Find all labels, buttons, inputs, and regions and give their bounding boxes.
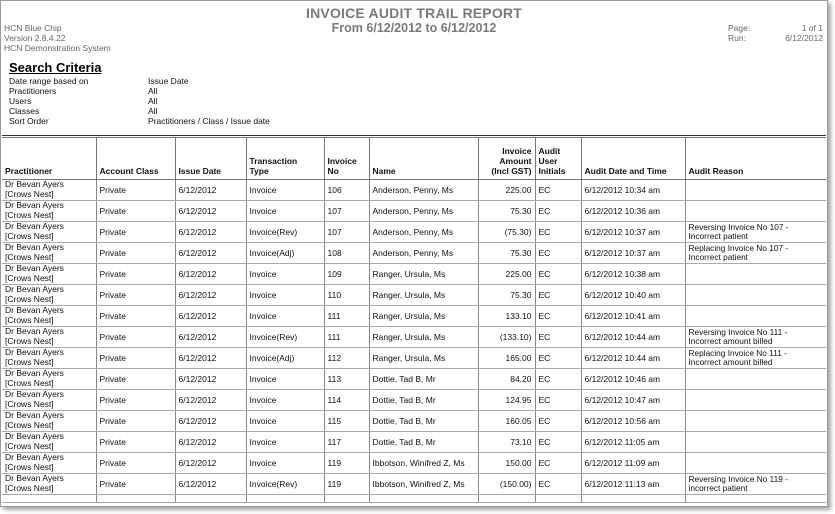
cell-audit-user-initials: EC xyxy=(535,474,581,495)
cell-audit-reason xyxy=(685,180,826,201)
cell-audit-user-initials: EC xyxy=(535,243,581,264)
cell-transaction-type: Invoice xyxy=(246,201,324,222)
cell-patient-name: Ranger, Ursula, Ms xyxy=(369,285,478,306)
cell-invoice-no: 111 xyxy=(324,306,369,327)
cell-practitioner xyxy=(2,369,96,390)
cell-practitioner-line: [Crows Nest] xyxy=(5,230,54,241)
table-body xyxy=(2,180,826,503)
cell-patient-name: Anderson, Penny, Ms xyxy=(369,201,478,222)
cell-practitioner-line: Dr Bevan Ayers xyxy=(5,200,64,210)
cell-invoice-amount: 75.30 xyxy=(478,201,535,222)
cell-audit-date-time: 6/12/2012 10:46 am xyxy=(581,369,685,390)
page-label: Page: xyxy=(728,23,751,33)
table-row[interactable] xyxy=(2,411,826,432)
table-row[interactable] xyxy=(2,348,826,369)
cell-audit-reason xyxy=(685,285,826,306)
cell-transaction-type: Invoice xyxy=(246,264,324,285)
cell-practitioner-line: Dr Bevan Ayers xyxy=(5,410,64,420)
cell-invoice-no: 113 xyxy=(324,369,369,390)
cell-issue-date: 6/12/2012 xyxy=(175,243,246,264)
cell-practitioner-line: Dr Bevan Ayers xyxy=(5,368,64,378)
cell-patient-name: Dottie, Tad B, Mr xyxy=(369,432,478,453)
empty-cell xyxy=(96,495,175,503)
cell-invoice-amount: 150.00 xyxy=(478,453,535,474)
cell-account-class: Private xyxy=(96,264,175,285)
cell-patient-name: Ibbotson, Winifred Z, Ms xyxy=(369,474,478,495)
col-invoice-no[interactable]: Invoice No xyxy=(324,138,369,180)
cell-audit-reason xyxy=(685,474,826,495)
cell-audit-date-time: 6/12/2012 10:47 am xyxy=(581,390,685,411)
cell-issue-date: 6/12/2012 xyxy=(175,180,246,201)
cell-audit-date-time: 6/12/2012 10:41 am xyxy=(581,306,685,327)
cell-issue-date: 6/12/2012 xyxy=(175,264,246,285)
cell-audit-reason xyxy=(685,453,826,474)
table-row[interactable] xyxy=(2,201,826,222)
table-header-row xyxy=(2,138,826,180)
table-row[interactable] xyxy=(2,432,826,453)
cell-invoice-amount: (133.10) xyxy=(478,327,535,348)
cell-practitioner-line: [Crows Nest] xyxy=(5,314,54,325)
cell-practitioner xyxy=(2,453,96,474)
cell-audit-reason-line: incorrect patient xyxy=(688,483,748,493)
cell-audit-date-time: 6/12/2012 10:37 am xyxy=(581,243,685,264)
criteria-label: Sort Order xyxy=(9,116,49,126)
cell-practitioner-line: [Crows Nest] xyxy=(5,209,54,220)
cell-audit-user-initials: EC xyxy=(535,285,581,306)
cell-audit-user-initials: EC xyxy=(535,264,581,285)
cell-audit-date-time: 6/12/2012 10:38 am xyxy=(581,264,685,285)
cell-transaction-type: Invoice xyxy=(246,306,324,327)
empty-cell xyxy=(581,495,685,503)
cell-audit-date-time: 6/12/2012 10:56 am xyxy=(581,411,685,432)
cell-practitioner xyxy=(2,411,96,432)
search-criteria-list xyxy=(9,76,409,126)
cell-practitioner-line: [Crows Nest] xyxy=(5,356,54,367)
cell-practitioner-line: Dr Bevan Ayers xyxy=(5,473,64,483)
cell-account-class: Private xyxy=(96,306,175,327)
cell-practitioner-line: [Crows Nest] xyxy=(5,440,54,451)
cell-invoice-amount: 165.00 xyxy=(478,348,535,369)
cell-audit-user-initials: EC xyxy=(535,369,581,390)
cell-invoice-no: 119 xyxy=(324,474,369,495)
report-title-block xyxy=(1,5,827,36)
cell-audit-reason-line: Replacing Invoice No 111 - xyxy=(688,348,787,358)
cell-account-class: Private xyxy=(96,474,175,495)
page-run-values xyxy=(785,23,823,43)
cell-practitioner-line: [Crows Nest] xyxy=(5,293,54,304)
cell-practitioner-line: [Crows Nest] xyxy=(5,335,54,346)
cell-account-class: Private xyxy=(96,411,175,432)
table-row[interactable] xyxy=(2,222,826,243)
cell-transaction-type: Invoice(Adj) xyxy=(246,243,324,264)
table-row[interactable] xyxy=(2,306,826,327)
cell-account-class: Private xyxy=(96,432,175,453)
search-criteria-title: Search Criteria xyxy=(9,60,102,75)
cell-practitioner-line: [Crows Nest] xyxy=(5,272,54,283)
cell-patient-name: Dottie, Tad B, Mr xyxy=(369,369,478,390)
cell-invoice-no: 110 xyxy=(324,285,369,306)
criteria-row xyxy=(9,76,409,86)
cell-audit-user-initials: EC xyxy=(535,222,581,243)
cell-audit-user-initials: EC xyxy=(535,201,581,222)
criteria-label: Classes xyxy=(9,106,40,116)
cell-practitioner-line: [Crows Nest] xyxy=(5,461,54,472)
criteria-row xyxy=(9,86,409,96)
cell-issue-date: 6/12/2012 xyxy=(175,453,246,474)
cell-practitioner xyxy=(2,243,96,264)
cell-account-class: Private xyxy=(96,369,175,390)
cell-patient-name: Ranger, Ursula, Ms xyxy=(369,306,478,327)
cell-invoice-amount: (150.00) xyxy=(478,474,535,495)
cell-invoice-no: 112 xyxy=(324,348,369,369)
cell-invoice-amount: 133.10 xyxy=(478,306,535,327)
col-audit-user-initials[interactable]: Audit User Initials xyxy=(535,138,581,180)
cell-invoice-no: 119 xyxy=(324,453,369,474)
cell-practitioner xyxy=(2,306,96,327)
cell-patient-name: Ranger, Ursula, Ms xyxy=(369,264,478,285)
cell-account-class: Private xyxy=(96,180,175,201)
cell-issue-date: 6/12/2012 xyxy=(175,201,246,222)
table-row-empty xyxy=(2,495,826,503)
cell-invoice-no: 109 xyxy=(324,264,369,285)
criteria-value: All xyxy=(148,86,158,96)
col-invoice-amount[interactable]: Invoice Amount (Incl GST) xyxy=(478,138,535,180)
cell-account-class: Private xyxy=(96,327,175,348)
cell-practitioner xyxy=(2,327,96,348)
cell-practitioner xyxy=(2,180,96,201)
page-run-labels xyxy=(728,23,750,43)
col-audit-date-time[interactable]: Audit Date and Time xyxy=(581,138,685,180)
cell-audit-reason-line: Incorrect amount billed xyxy=(688,357,773,367)
cell-invoice-amount: 73.10 xyxy=(478,432,535,453)
cell-transaction-type: Invoice(Rev) xyxy=(246,327,324,348)
cell-issue-date: 6/12/2012 xyxy=(175,327,246,348)
table-row[interactable] xyxy=(2,474,826,495)
cell-audit-reason xyxy=(685,390,826,411)
cell-issue-date: 6/12/2012 xyxy=(175,306,246,327)
cell-audit-reason xyxy=(685,327,826,348)
table-row[interactable] xyxy=(2,180,826,201)
cell-practitioner xyxy=(2,222,96,243)
table-row[interactable] xyxy=(2,264,826,285)
cell-invoice-amount: 160.05 xyxy=(478,411,535,432)
cell-audit-date-time: 6/12/2012 10:40 am xyxy=(581,285,685,306)
search-criteria xyxy=(9,60,409,126)
empty-cell xyxy=(324,495,369,503)
col-name[interactable]: Name xyxy=(369,138,478,180)
cell-issue-date: 6/12/2012 xyxy=(175,348,246,369)
criteria-row xyxy=(9,96,409,106)
table-row[interactable] xyxy=(2,327,826,348)
cell-account-class: Private xyxy=(96,390,175,411)
cell-audit-date-time: 6/12/2012 10:34 am xyxy=(581,180,685,201)
cell-audit-date-time: 6/12/2012 10:37 am xyxy=(581,222,685,243)
cell-invoice-no: 115 xyxy=(324,411,369,432)
cell-practitioner xyxy=(2,390,96,411)
cell-audit-reason-line: Incorrect patient xyxy=(688,231,748,241)
cell-audit-reason xyxy=(685,348,826,369)
cell-practitioner-line: Dr Bevan Ayers xyxy=(5,263,64,273)
cell-audit-date-time: 6/12/2012 10:44 am xyxy=(581,348,685,369)
cell-audit-user-initials: EC xyxy=(535,432,581,453)
cell-invoice-amount: 75.30 xyxy=(478,243,535,264)
app-version: Version 2.8.4.22 xyxy=(4,33,66,43)
col-audit-reason[interactable]: Audit Reason xyxy=(685,138,826,180)
cell-account-class: Private xyxy=(96,453,175,474)
cell-transaction-type: Invoice xyxy=(246,411,324,432)
cell-account-class: Private xyxy=(96,348,175,369)
cell-transaction-type: Invoice xyxy=(246,369,324,390)
empty-cell xyxy=(246,495,324,503)
cell-issue-date: 6/12/2012 xyxy=(175,432,246,453)
cell-practitioner xyxy=(2,474,96,495)
cell-account-class: Private xyxy=(96,201,175,222)
cell-invoice-no: 107 xyxy=(324,222,369,243)
cell-audit-date-time: 6/12/2012 11:05 am xyxy=(581,432,685,453)
cell-audit-user-initials: EC xyxy=(535,327,581,348)
page-value: 1 of 1 xyxy=(801,23,823,33)
cell-audit-reason xyxy=(685,411,826,432)
cell-audit-reason-line: Reversing Invoice No 119 - xyxy=(688,474,788,484)
criteria-value: All xyxy=(148,106,158,116)
cell-practitioner-line: Dr Bevan Ayers xyxy=(5,431,64,441)
cell-transaction-type: Invoice(Adj) xyxy=(246,348,324,369)
cell-audit-reason xyxy=(685,264,826,285)
cell-audit-reason-line: Incorrect patient xyxy=(688,252,748,262)
cell-audit-reason xyxy=(685,222,826,243)
cell-audit-user-initials: EC xyxy=(535,453,581,474)
cell-practitioner-line: [Crows Nest] xyxy=(5,419,54,430)
cell-invoice-amount: (75.30) xyxy=(478,222,535,243)
cell-issue-date: 6/12/2012 xyxy=(175,474,246,495)
empty-cell xyxy=(2,495,96,503)
report-date-range: From 6/12/2012 to 6/12/2012 xyxy=(331,21,497,35)
cell-invoice-no: 117 xyxy=(324,432,369,453)
cell-practitioner-line: Dr Bevan Ayers xyxy=(5,221,64,231)
table-row[interactable] xyxy=(2,243,826,264)
cell-practitioner-line: Dr Bevan Ayers xyxy=(5,452,64,462)
cell-practitioner-line: Dr Bevan Ayers xyxy=(5,347,64,357)
cell-transaction-type: Invoice xyxy=(246,453,324,474)
cell-patient-name: Anderson, Penny, Ms xyxy=(369,222,478,243)
invoice-audit-table xyxy=(2,137,826,503)
cell-audit-reason xyxy=(685,306,826,327)
col-practitioner[interactable]: Practitioner xyxy=(2,138,96,180)
table-row[interactable] xyxy=(2,453,826,474)
cell-practitioner xyxy=(2,264,96,285)
empty-cell xyxy=(369,495,478,503)
app-name: HCN Blue Chip xyxy=(4,23,62,33)
cell-audit-user-initials: EC xyxy=(535,348,581,369)
cell-issue-date: 6/12/2012 xyxy=(175,411,246,432)
cell-audit-reason-line: Reversing Invoice No 111 - xyxy=(688,327,788,337)
col-transaction-type[interactable]: Transaction Type xyxy=(246,138,324,180)
cell-audit-date-time: 6/12/2012 11:13 am xyxy=(581,474,685,495)
col-issue-date[interactable]: Issue Date xyxy=(175,138,246,180)
cell-practitioner-line: Dr Bevan Ayers xyxy=(5,305,64,315)
criteria-label: Date range based on xyxy=(9,76,89,86)
cell-practitioner-line: Dr Bevan Ayers xyxy=(5,284,64,294)
cell-practitioner-line: Dr Bevan Ayers xyxy=(5,326,64,336)
cell-transaction-type: Invoice xyxy=(246,432,324,453)
cell-audit-reason-line: Replacing Invoice No 107 - xyxy=(688,243,789,253)
cell-practitioner-line: [Crows Nest] xyxy=(5,398,54,409)
cell-transaction-type: Invoice(Rev) xyxy=(246,474,324,495)
criteria-value: All xyxy=(148,96,158,106)
cell-practitioner-line: Dr Bevan Ayers xyxy=(5,389,64,399)
cell-patient-name: Anderson, Penny, Ms xyxy=(369,180,478,201)
cell-transaction-type: Invoice(Rev) xyxy=(246,222,324,243)
cell-issue-date: 6/12/2012 xyxy=(175,285,246,306)
cell-patient-name: Ibbotson, Winifred Z, Ms xyxy=(369,453,478,474)
cell-audit-reason-line: Incorrect amount billed xyxy=(688,336,773,346)
cell-practitioner xyxy=(2,432,96,453)
cell-invoice-no: 111 xyxy=(324,327,369,348)
cell-invoice-amount: 124.95 xyxy=(478,390,535,411)
criteria-value: Issue Date xyxy=(148,76,189,86)
cell-audit-date-time: 6/12/2012 11:09 am xyxy=(581,453,685,474)
cell-invoice-amount: 225.00 xyxy=(478,264,535,285)
empty-cell xyxy=(478,495,535,503)
run-label: Run: xyxy=(728,33,746,43)
cell-invoice-no: 107 xyxy=(324,201,369,222)
cell-patient-name: Ranger, Ursula, Ms xyxy=(369,348,478,369)
cell-audit-reason xyxy=(685,243,826,264)
cell-patient-name: Ranger, Ursula, Ms xyxy=(369,327,478,348)
cell-practitioner xyxy=(2,348,96,369)
cell-practitioner xyxy=(2,201,96,222)
cell-audit-reason xyxy=(685,369,826,390)
criteria-value: Practitioners / Class / Issue date xyxy=(148,116,270,126)
report-title: INVOICE AUDIT TRAIL REPORT xyxy=(306,5,522,21)
cell-practitioner-line: [Crows Nest] xyxy=(5,188,54,199)
cell-account-class: Private xyxy=(96,222,175,243)
cell-account-class: Private xyxy=(96,243,175,264)
col-account-class[interactable]: Account Class xyxy=(96,138,175,180)
cell-patient-name: Dottie, Tad B, Mr xyxy=(369,411,478,432)
cell-invoice-no: 108 xyxy=(324,243,369,264)
table-row[interactable] xyxy=(2,285,826,306)
table-row[interactable] xyxy=(2,390,826,411)
criteria-label: Users xyxy=(9,96,32,106)
cell-invoice-amount: 225.00 xyxy=(478,180,535,201)
cell-audit-reason xyxy=(685,201,826,222)
cell-audit-reason-line: Reversing Invoice No 107 - xyxy=(688,222,789,232)
cell-transaction-type: Invoice xyxy=(246,285,324,306)
cell-account-class: Private xyxy=(96,285,175,306)
cell-issue-date: 6/12/2012 xyxy=(175,222,246,243)
cell-practitioner-line: [Crows Nest] xyxy=(5,377,54,388)
criteria-label: Practitioners xyxy=(9,86,57,96)
cell-audit-date-time: 6/12/2012 10:36 am xyxy=(581,201,685,222)
criteria-row xyxy=(9,106,409,116)
cell-practitioner-line: [Crows Nest] xyxy=(5,251,54,262)
cell-audit-user-initials: EC xyxy=(535,306,581,327)
cell-practitioner xyxy=(2,285,96,306)
run-value: 6/12/2012 xyxy=(785,33,823,43)
table-row[interactable] xyxy=(2,369,826,390)
cell-patient-name: Anderson, Penny, Ms xyxy=(369,243,478,264)
cell-practitioner-line: Dr Bevan Ayers xyxy=(5,242,64,252)
empty-cell xyxy=(685,495,826,503)
cell-issue-date: 6/12/2012 xyxy=(175,390,246,411)
cell-invoice-amount: 84.20 xyxy=(478,369,535,390)
cell-practitioner-line: Dr Bevan Ayers xyxy=(5,179,64,189)
cell-audit-reason xyxy=(685,432,826,453)
cell-issue-date: 6/12/2012 xyxy=(175,369,246,390)
empty-cell xyxy=(175,495,246,503)
cell-audit-user-initials: EC xyxy=(535,390,581,411)
cell-transaction-type: Invoice xyxy=(246,390,324,411)
cell-audit-user-initials: EC xyxy=(535,180,581,201)
cell-transaction-type: Invoice xyxy=(246,180,324,201)
empty-cell xyxy=(535,495,581,503)
section-divider xyxy=(2,135,826,136)
cell-invoice-no: 114 xyxy=(324,390,369,411)
cell-patient-name: Dottie, Tad B, Mr xyxy=(369,390,478,411)
cell-invoice-amount: 75.30 xyxy=(478,285,535,306)
cell-practitioner-line: [Crows Nest] xyxy=(5,482,54,493)
cell-invoice-no: 106 xyxy=(324,180,369,201)
cell-audit-date-time: 6/12/2012 10:44 am xyxy=(581,327,685,348)
system-name: HCN Demonstration System xyxy=(4,43,111,53)
criteria-row xyxy=(9,116,409,126)
cell-audit-user-initials: EC xyxy=(535,411,581,432)
